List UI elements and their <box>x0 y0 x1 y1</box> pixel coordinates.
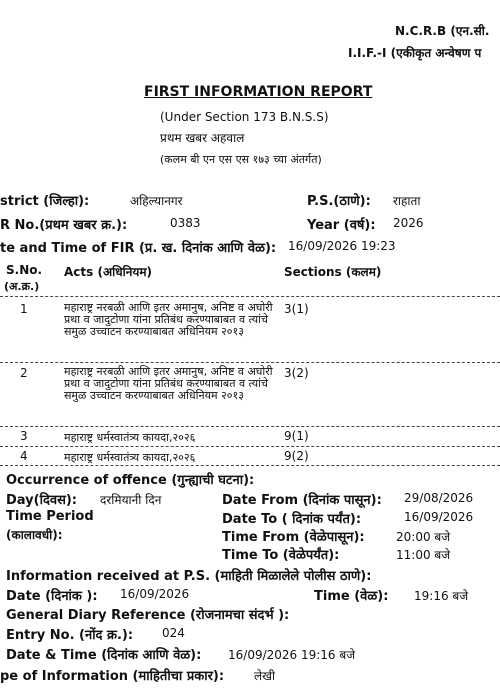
info-type-label: pe of Information (माहितीचा प्रकार): <box>0 669 225 684</box>
day-label: Day(दिवस): <box>6 493 78 508</box>
marathi-title: प्रथम खबर अहवाल <box>160 131 245 145</box>
fir-datetime-label: te and Time of FIR (प्र. ख. दिनांक आणि वेळ): <box>0 241 277 256</box>
col-sno-header: S.No. <box>6 263 43 277</box>
row-act: महाराष्ट्र धर्मस्वातंत्र्य कायदा,२०२६ <box>64 431 196 444</box>
info-type-value: लेखी <box>254 669 276 683</box>
occurrence-heading: Occurrence of offence (गुन्ह्याची घटना): <box>6 473 255 488</box>
day-value: दरमियानी दिन <box>100 493 162 507</box>
iif-label: I.I.F.-I (एकीकृत अन्वेषण प <box>348 46 482 60</box>
year-value: 2026 <box>393 216 424 230</box>
year-label: Year (वर्ष): <box>307 218 376 233</box>
col-acts-header: Acts (अधिनियम) <box>64 265 152 279</box>
col-sno-sub-header: (अ.क्र.) <box>4 280 40 293</box>
marathi-section: (कलम बी एन एस एस १७३ च्या अंतर्गत) <box>160 153 322 166</box>
date-to-label: Date To ( दिनांक पर्यंत): <box>222 512 362 527</box>
gdr-datetime-label: Date & Time (दिनांक आणि वेळ): <box>6 648 202 663</box>
row-sno: 1 <box>20 302 28 316</box>
time-to-label: Time To (वेळेपर्यंत): <box>222 548 340 563</box>
received-time-value: 19:16 बजे <box>414 589 469 603</box>
received-time-label: Time (वेळ): <box>314 589 389 604</box>
fir-no-label: R No.(प्रथम खबर क्र.): <box>0 218 128 233</box>
row-act: महाराष्ट्र नरबळी आणि इतर अमानुष, अनिष्ट व अघोरी प्रथा व जादुटोणा यांना प्रतिबंध करण्याबाबत व त्यांचे समुळ उच्चाटन करण्याबाबत अधिनियम २०१३ <box>64 365 273 402</box>
time-from-value: 20:00 बजे <box>396 530 451 544</box>
date-from-label: Date From (दिनांक पासून): <box>222 493 382 508</box>
row-sno: 3 <box>20 429 28 443</box>
divider <box>0 465 500 466</box>
time-period-label: Time Period <box>6 509 94 524</box>
info-received-heading: Information received at P.S. (माहिती मिळालेले पोलीस ठाणे): <box>6 569 372 584</box>
entry-no-label: Entry No. (नोंद क्र.): <box>6 628 134 643</box>
row-sno: 4 <box>20 449 28 463</box>
ncrb-label: N.C.R.B (एन.सी. <box>395 24 490 38</box>
fir-datetime-value: 16/09/2026 19:23 <box>288 239 396 253</box>
date-from-value: 29/08/2026 <box>404 491 474 505</box>
time-from-label: Time From (वेळेपासून): <box>222 530 365 545</box>
col-sections-header: Sections (कलम) <box>284 265 382 279</box>
received-date-value: 16/09/2026 <box>120 587 190 601</box>
district-label: strict (जिल्हा): <box>0 194 90 209</box>
row-section: 9(2) <box>284 449 309 463</box>
ps-label: P.S.(ठाणे): <box>307 194 371 209</box>
time-period-sub: (कालावधी): <box>6 528 63 542</box>
under-section: (Under Section 173 B.N.S.S) <box>160 110 329 124</box>
received-date-label: Date (दिनांक ): <box>6 589 98 604</box>
fir-no-value: 0383 <box>170 216 201 230</box>
row-sno: 2 <box>20 366 28 380</box>
ps-value: राहाता <box>393 194 421 208</box>
divider <box>0 296 500 297</box>
time-to-value: 11:00 बजे <box>396 548 451 562</box>
date-to-value: 16/09/2026 <box>404 510 474 524</box>
divider <box>0 362 500 363</box>
gdr-datetime-value: 16/09/2026 19:16 बजे <box>228 648 356 662</box>
district-value: अहिल्यानगर <box>130 194 183 208</box>
gdr-heading: General Diary Reference (रोजनामचा संदर्भ ): <box>6 608 290 623</box>
entry-no-value: 024 <box>162 626 185 640</box>
divider <box>0 426 500 427</box>
row-section: 3(1) <box>284 302 309 316</box>
row-section: 9(1) <box>284 429 309 443</box>
row-act: महाराष्ट्र धर्मस्वातंत्र्य कायदा,२०२६ <box>64 451 196 464</box>
row-section: 3(2) <box>284 366 309 380</box>
row-act: महाराष्ट्र नरबळी आणि इतर अमानुष, अनिष्ट व अघोरी प्रथा व जादुटोणा यांना प्रतिबंध करण्याबाबत व त्यांचे समुळ उच्चाटन करण्याबाबत अधिनियम २०१३ <box>64 301 273 338</box>
divider <box>0 446 500 447</box>
report-title: FIRST INFORMATION REPORT <box>144 84 373 100</box>
